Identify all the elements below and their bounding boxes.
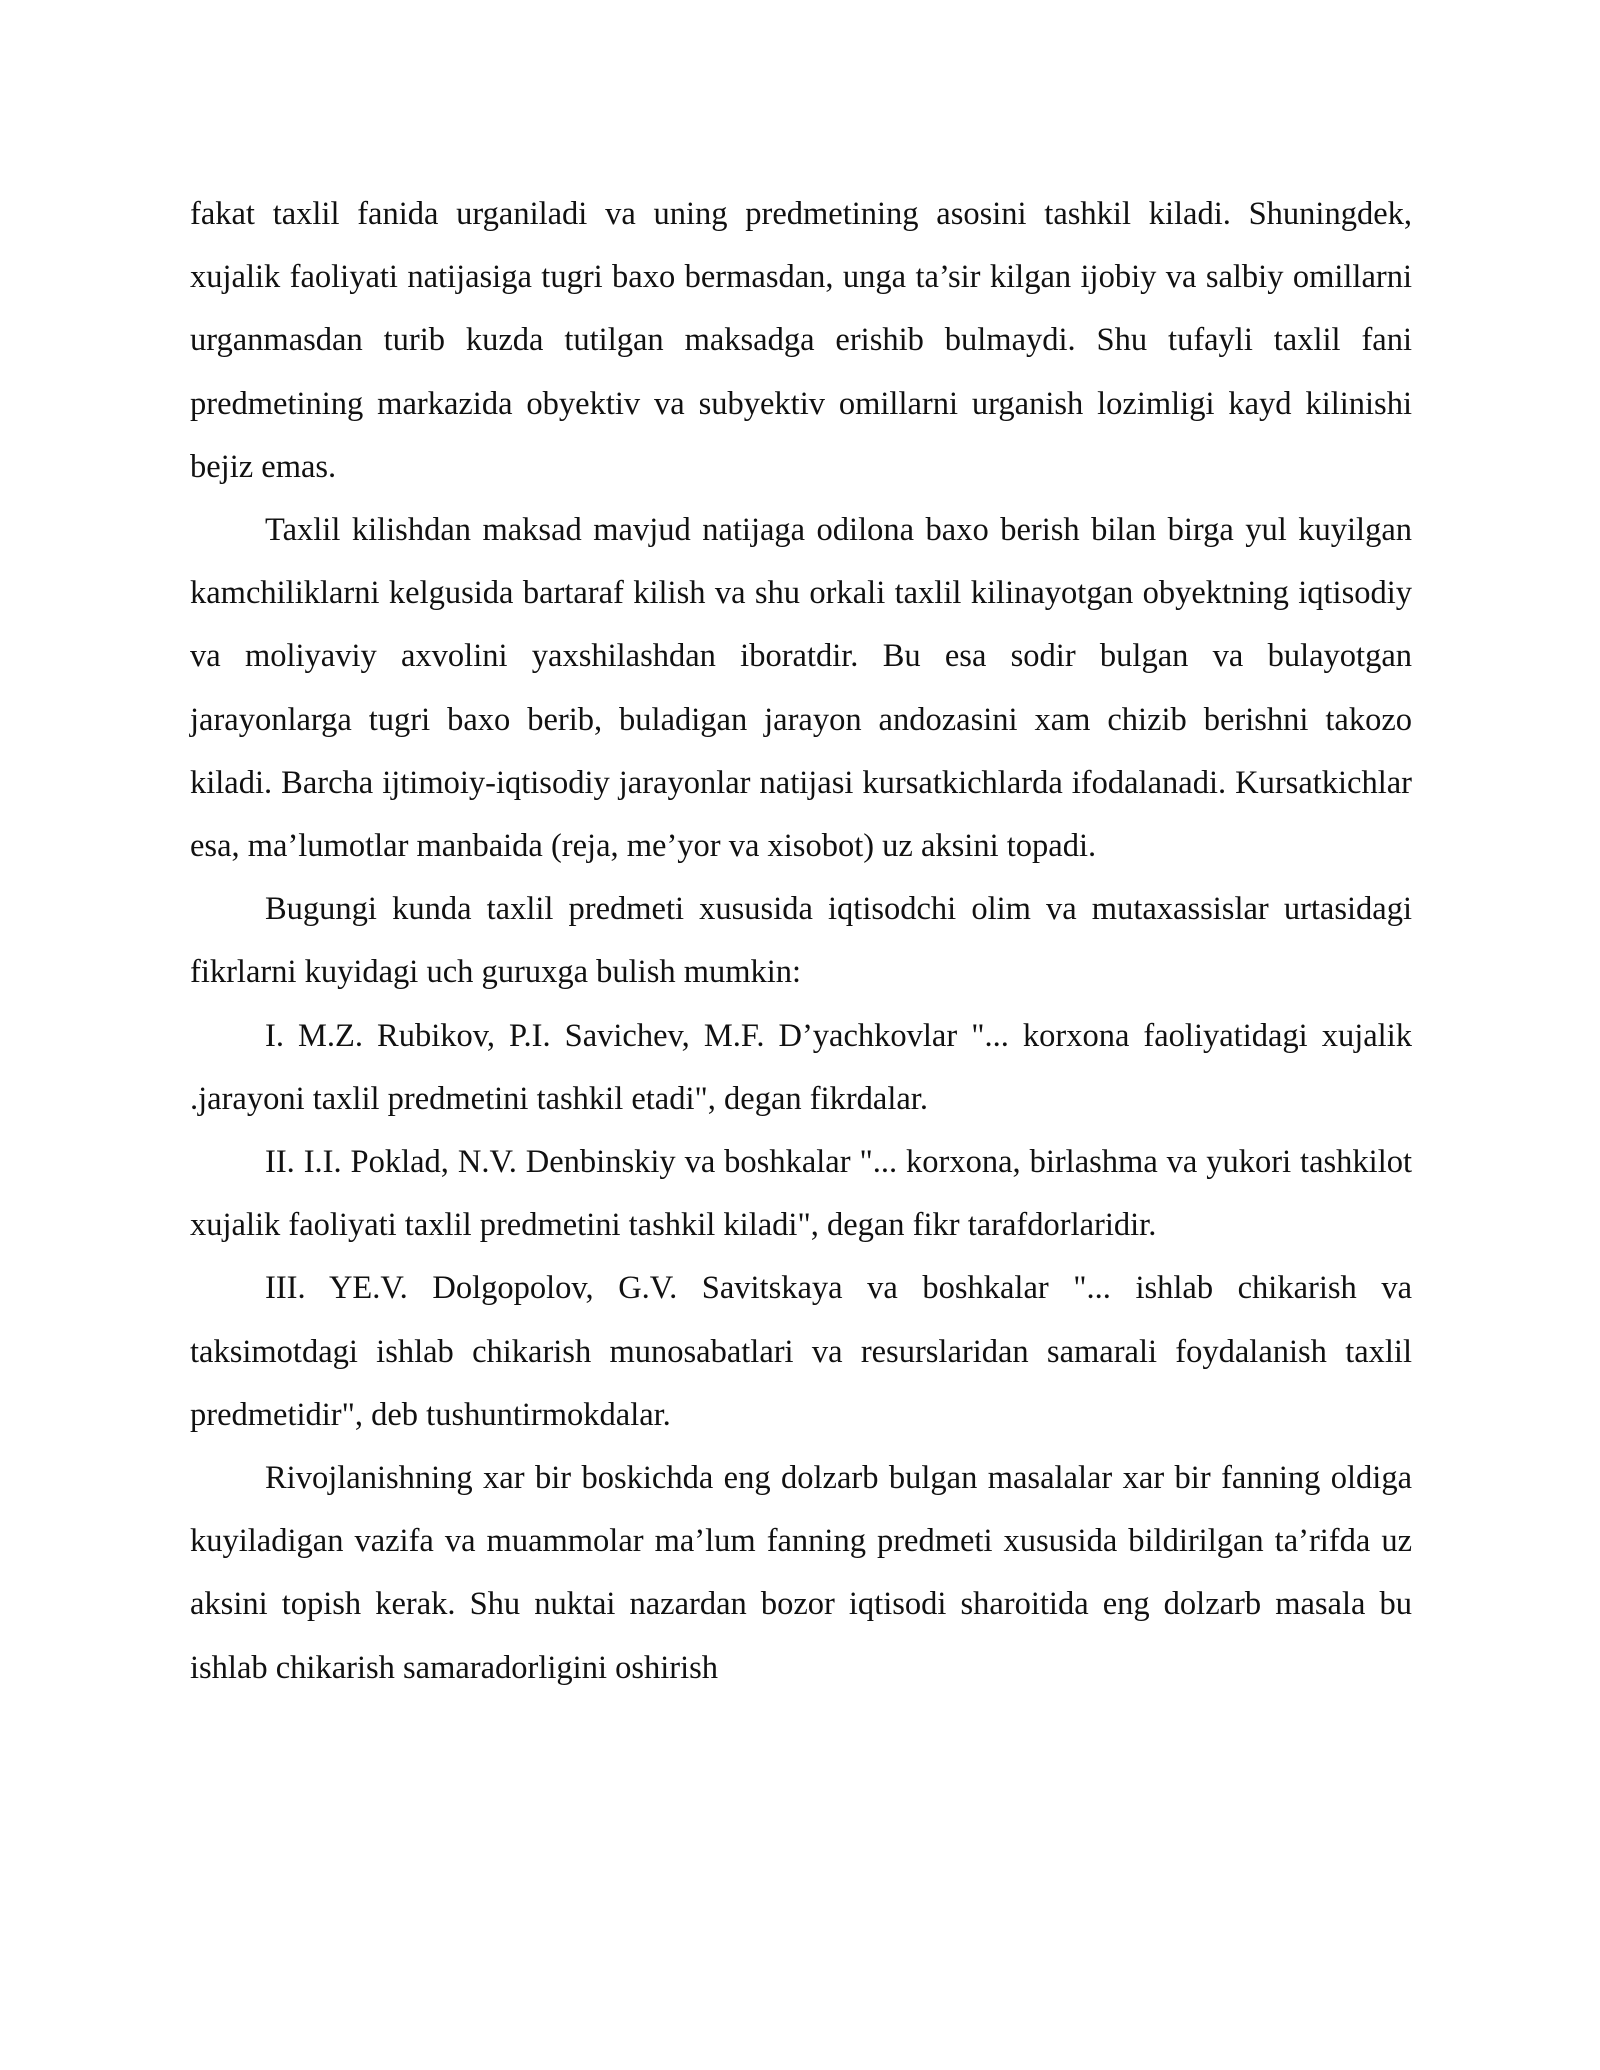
paragraph-opinion-3: III. YE.V. Dolgopolov, G.V. Savitskaya va boshkalar "... ishlab chikarish va taksimotdagi ishlab chikarish munosabatlari va resurslaridan samarali foydalanish taxlil predmetidir", deb tushuntirmokdalar.: [190, 1270, 1412, 1433]
paragraph-continuation: fakat taxlil fanida urganiladi va uning predmetining asosini tashkil kiladi. Shuningdek, xujalik faoliyati natijasiga tugri baxo bermasdan, unga ta’sir kilgan ijobiy va salbiy omillarni urganmasdan turib kuzda tutilgan maksadga erishib bulmaydi. Shu tufayli taxlil fani predmetining markazida obyektiv va subyektiv omillarni urganish lozimligi kayd kilinishi bejiz emas.: [190, 196, 1412, 485]
paragraph-opinion-2: II. I.I. Poklad, N.V. Denbinskiy va boshkalar "... korxona, birlashma va yukori tashkilot xujalik faoliyati taxlil predmetini tashkil kiladi", degan fikr tarafdorlaridir.: [190, 1144, 1412, 1244]
paragraph-analysis-goal: Taxlil kilishdan maksad mavjud natijaga odilona baxo berish bilan birga yul kuyilgan kamchiliklarni kelgusida bartaraf kilish va shu orkali taxlil kilinayotgan obyektning iqtisodiy va moliyaviy axvolini yaxshilashdan iboratdir. Bu esa sodir bulgan va bulayotgan jarayonlarga tugri baxo berib, buladigan jarayon andozasini xam chizib berishni takozo kiladi. Barcha ijtimoiy-iqtisodiy jarayonlar natijasi kursatkichlarda ifodalanadi. Kursatkichlar esa, ma’lumotlar manbaida (reja, me’yor va xisobot) uz aksini topadi.: [190, 512, 1412, 865]
paragraph-subject-opinions: Bugungi kunda taxlil predmeti xususida iqtisodchi olim va mutaxassislar urtasidagi fikrlarni kuyidagi uch guruxga bulish mumkin:: [190, 891, 1412, 991]
document-body: [190, 183, 1412, 1700]
paragraph-development-stages: Rivojlanishning xar bir boskichda eng dolzarb bulgan masalalar xar bir fanning oldiga kuyiladigan vazifa va muammolar ma’lum fanning predmeti xususida bildirilgan ta’rifda uz aksini topish kerak. Shu nuktai nazardan bozor iqtisodi sharoitida eng dolzarb masala bu ishlab chikarish samaradorligini oshirish: [190, 1460, 1412, 1686]
paragraph-opinion-1: I. M.Z. Rubikov, P.I. Savichev, M.F. D’yachkovlar "... korxona faoliyatidagi xujalik .jarayoni taxlil predmetini tashkil etadi", degan fikrdalar.: [190, 1017, 1412, 1117]
